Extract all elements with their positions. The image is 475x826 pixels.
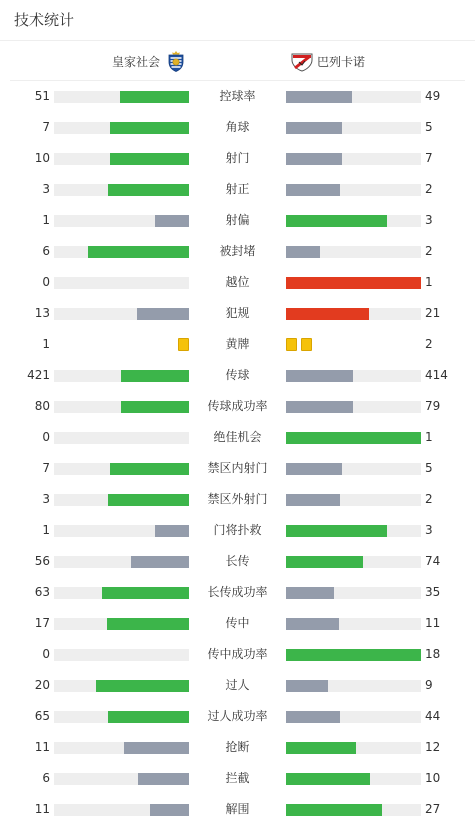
stat-label: 长传成功率 — [207, 585, 268, 599]
stat-label: 射门 — [225, 151, 250, 165]
away-value: 2 — [425, 182, 433, 196]
home-bar-fill — [121, 370, 189, 382]
away-value: 3 — [425, 523, 433, 537]
home-bar-fill — [121, 401, 189, 413]
away-bar-track — [286, 618, 421, 630]
away-bar-track — [286, 432, 421, 444]
away-bar-track — [286, 277, 421, 289]
stat-row — [0, 701, 475, 732]
home-bar-track — [54, 308, 189, 320]
away-bar-fill — [286, 742, 356, 754]
title-divider — [0, 40, 475, 41]
away-bar-track — [286, 463, 421, 475]
stat-label: 抢断 — [225, 740, 250, 754]
home-value: 3 — [42, 492, 50, 506]
home-value: 1 — [42, 523, 50, 537]
home-bar-fill — [155, 215, 189, 227]
stat-row — [0, 577, 475, 608]
stat-label: 被封堵 — [219, 244, 256, 258]
home-bar-track — [54, 711, 189, 723]
stat-label: 角球 — [225, 120, 250, 134]
stat-row — [0, 298, 475, 329]
home-bar-fill — [110, 463, 189, 475]
away-bar-fill — [286, 649, 421, 661]
home-bar-track — [54, 215, 189, 227]
stat-row — [0, 732, 475, 763]
away-bar-track — [286, 680, 421, 692]
away-bar-fill — [286, 246, 320, 258]
home-team[interactable] — [112, 44, 188, 78]
away-value: 11 — [425, 616, 441, 630]
away-bar-track — [286, 649, 421, 661]
home-bar-fill — [108, 184, 189, 196]
away-bar-fill — [286, 773, 370, 785]
away-bar-track — [286, 91, 421, 103]
stat-label: 射偏 — [225, 213, 250, 227]
real-sociedad-crest-icon — [164, 49, 188, 73]
away-bar-track — [286, 556, 421, 568]
stat-label: 门将扑救 — [213, 523, 262, 537]
home-value: 6 — [42, 244, 50, 258]
stat-label: 传球成功率 — [207, 399, 268, 413]
stat-label: 传中成功率 — [207, 647, 268, 661]
away-bar-fill — [286, 556, 363, 568]
stat-label: 控球率 — [219, 89, 256, 103]
home-value: 7 — [42, 120, 50, 134]
home-bar-fill — [96, 680, 189, 692]
home-value: 0 — [42, 275, 50, 289]
home-bar-track — [54, 773, 189, 785]
home-bar-fill — [107, 618, 189, 630]
home-bar-track — [54, 649, 189, 661]
away-bar-fill — [286, 587, 334, 599]
away-value: 35 — [425, 585, 441, 599]
home-bar-fill — [150, 804, 189, 816]
home-bar-track — [54, 525, 189, 537]
away-bar-track — [286, 370, 421, 382]
stat-label: 长传 — [225, 554, 250, 568]
home-value: 421 — [27, 368, 50, 382]
stat-label: 传球 — [225, 368, 250, 382]
home-value: 13 — [34, 306, 50, 320]
away-bar-track — [286, 525, 421, 537]
home-value: 63 — [34, 585, 50, 599]
away-value: 414 — [425, 368, 448, 382]
stat-row — [0, 112, 475, 143]
home-bar-fill — [137, 308, 189, 320]
home-value: 80 — [34, 399, 50, 413]
stat-label: 犯规 — [225, 306, 250, 320]
home-value: 11 — [34, 802, 50, 816]
away-cards — [286, 338, 316, 351]
stat-row — [0, 360, 475, 391]
home-bar-track — [54, 463, 189, 475]
away-bar-fill — [286, 494, 340, 506]
stat-label: 越位 — [225, 275, 250, 289]
home-bar-track — [54, 618, 189, 630]
stat-row — [0, 453, 475, 484]
home-bar-track — [54, 742, 189, 754]
away-value: 7 — [425, 151, 433, 165]
away-value: 74 — [425, 554, 441, 568]
home-bar-track — [54, 556, 189, 568]
away-bar-fill — [286, 432, 421, 444]
home-value: 65 — [34, 709, 50, 723]
home-value: 6 — [42, 771, 50, 785]
yellow-card-icon — [178, 338, 189, 351]
home-bar-track — [54, 246, 189, 258]
stat-label: 传中 — [225, 616, 250, 630]
home-bar-fill — [138, 773, 189, 785]
away-bar-track — [286, 246, 421, 258]
home-bar-fill — [110, 122, 189, 134]
away-value: 10 — [425, 771, 441, 785]
away-bar-fill — [286, 680, 328, 692]
away-value: 49 — [425, 89, 441, 103]
away-bar-fill — [286, 401, 353, 413]
away-bar-track — [286, 153, 421, 165]
rayo-vallecano-crest-icon — [290, 49, 314, 73]
away-bar-fill — [286, 308, 369, 320]
away-bar-fill — [286, 463, 342, 475]
stat-row — [0, 515, 475, 546]
away-value: 27 — [425, 802, 441, 816]
stat-row — [0, 329, 475, 360]
away-bar-fill — [286, 215, 387, 227]
stat-row — [0, 81, 475, 112]
away-value: 5 — [425, 120, 433, 134]
home-bar-fill — [108, 711, 189, 723]
away-value: 12 — [425, 740, 441, 754]
stat-row — [0, 639, 475, 670]
home-bar-fill — [108, 494, 189, 506]
away-team[interactable] — [290, 44, 365, 78]
stat-row — [0, 763, 475, 794]
home-bar-fill — [110, 153, 189, 165]
stat-row — [0, 205, 475, 236]
home-bar-track — [54, 804, 189, 816]
away-bar-track — [286, 122, 421, 134]
home-value: 0 — [42, 430, 50, 444]
stat-label: 绝佳机会 — [213, 430, 262, 444]
away-bar-fill — [286, 277, 421, 289]
home-bar-fill — [131, 556, 189, 568]
away-bar-track — [286, 308, 421, 320]
away-value: 9 — [425, 678, 433, 692]
away-bar-track — [286, 742, 421, 754]
away-value: 1 — [425, 430, 433, 444]
away-bar-track — [286, 711, 421, 723]
home-value: 20 — [34, 678, 50, 692]
stat-row — [0, 174, 475, 205]
away-bar-track — [286, 804, 421, 816]
away-value: 5 — [425, 461, 433, 475]
home-value: 56 — [34, 554, 50, 568]
away-bar-track — [286, 587, 421, 599]
away-bar-track — [286, 215, 421, 227]
yellow-card-icon — [301, 338, 312, 351]
stat-row — [0, 608, 475, 639]
away-bar-track — [286, 401, 421, 413]
stat-label: 射正 — [225, 182, 250, 196]
stat-label: 过人 — [225, 678, 250, 692]
home-bar-track — [54, 680, 189, 692]
stat-label: 拦截 — [225, 771, 250, 785]
home-cards — [174, 338, 189, 351]
home-bar-fill — [155, 525, 189, 537]
stat-row — [0, 391, 475, 422]
home-bar-track — [54, 277, 189, 289]
home-value: 3 — [42, 182, 50, 196]
stat-label: 解围 — [225, 802, 250, 816]
home-bar-track — [54, 91, 189, 103]
away-bar-fill — [286, 525, 387, 537]
home-bar-track — [54, 401, 189, 413]
home-bar-track — [54, 184, 189, 196]
team-header — [0, 44, 475, 78]
away-bar-fill — [286, 122, 342, 134]
away-bar-track — [286, 773, 421, 785]
home-value: 1 — [42, 213, 50, 227]
stat-label: 禁区内射门 — [207, 461, 268, 475]
away-value: 2 — [425, 337, 433, 351]
away-team-name: 巴列卡诺 — [317, 54, 366, 69]
away-bar-fill — [286, 370, 353, 382]
home-bar-track — [54, 153, 189, 165]
home-bar-track — [54, 432, 189, 444]
away-value: 44 — [425, 709, 441, 723]
home-bar-track — [54, 370, 189, 382]
stat-row — [0, 143, 475, 174]
stat-row — [0, 422, 475, 453]
home-value: 51 — [34, 89, 50, 103]
home-value: 17 — [34, 616, 50, 630]
away-bar-fill — [286, 184, 340, 196]
stat-label: 黄牌 — [225, 337, 250, 351]
home-bar-track — [54, 587, 189, 599]
stat-label: 过人成功率 — [207, 709, 268, 723]
stat-row — [0, 267, 475, 298]
stat-row — [0, 670, 475, 701]
page-title: 技术统计 — [14, 11, 75, 29]
home-bar-track — [54, 494, 189, 506]
stat-row — [0, 236, 475, 267]
home-value: 10 — [34, 151, 50, 165]
home-bar-fill — [120, 91, 189, 103]
stats-list — [0, 81, 475, 825]
away-bar-fill — [286, 711, 340, 723]
away-value: 1 — [425, 275, 433, 289]
away-bar-fill — [286, 91, 352, 103]
away-bar-fill — [286, 153, 342, 165]
away-value: 2 — [425, 492, 433, 506]
away-bar-fill — [286, 618, 339, 630]
stat-row — [0, 794, 475, 825]
home-bar-fill — [88, 246, 189, 258]
away-value: 2 — [425, 244, 433, 258]
home-bar-fill — [102, 587, 189, 599]
away-value: 21 — [425, 306, 441, 320]
home-value: 0 — [42, 647, 50, 661]
away-value: 18 — [425, 647, 441, 661]
away-value: 79 — [425, 399, 441, 413]
away-bar-fill — [286, 804, 382, 816]
home-bar-fill — [124, 742, 189, 754]
away-value: 3 — [425, 213, 433, 227]
home-value: 11 — [34, 740, 50, 754]
stat-row — [0, 546, 475, 577]
home-value: 7 — [42, 461, 50, 475]
home-team-name: 皇家社会 — [111, 54, 160, 69]
away-bar-track — [286, 494, 421, 506]
yellow-card-icon — [286, 338, 297, 351]
home-bar-track — [54, 122, 189, 134]
away-bar-track — [286, 184, 421, 196]
stat-row — [0, 484, 475, 515]
home-value: 1 — [42, 337, 50, 351]
stat-label: 禁区外射门 — [207, 492, 268, 506]
